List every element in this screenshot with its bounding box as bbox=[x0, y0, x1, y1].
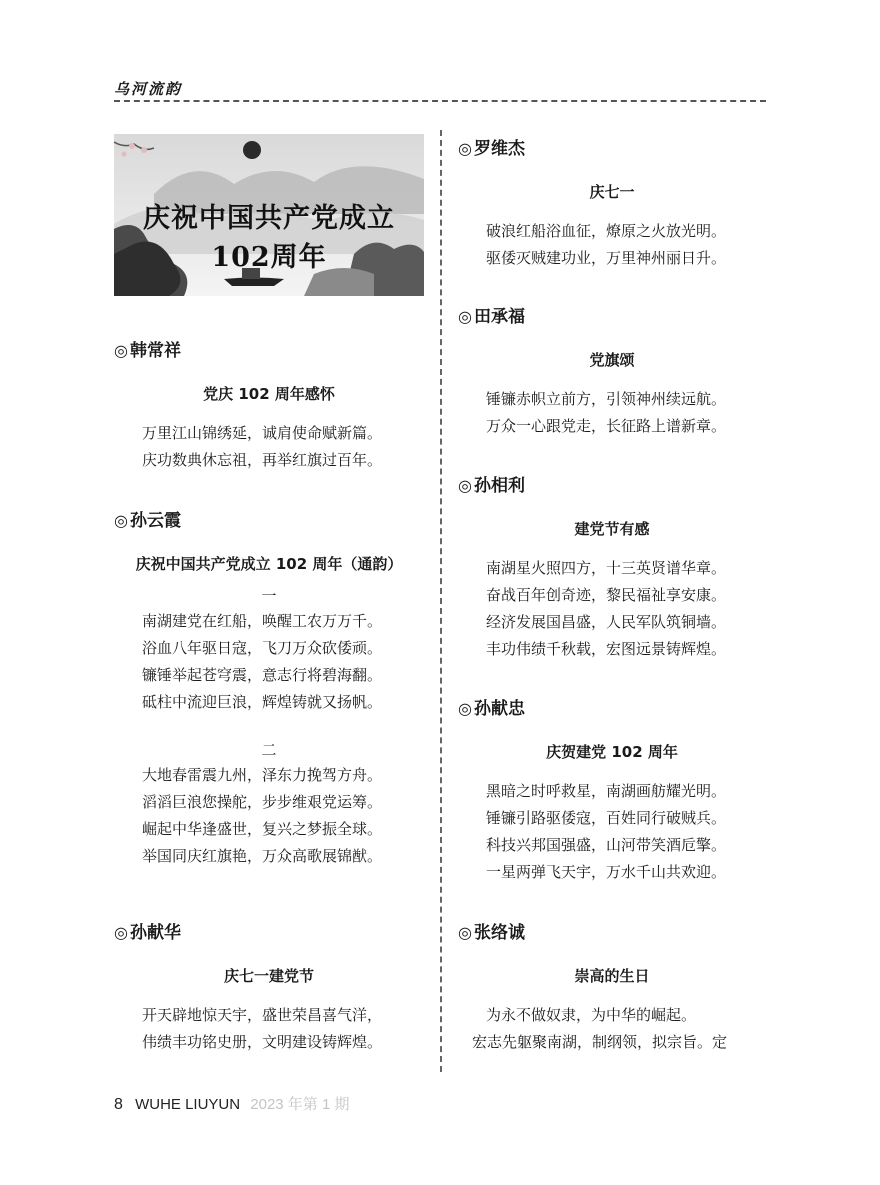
poem-line: 丰功伟绩千秋载，宏图远景铸辉煌。 bbox=[486, 640, 727, 658]
poem-line: 宏志先躯聚南湖，制纲领，拟宗旨。定 bbox=[472, 1033, 728, 1051]
stanza-number: 一 bbox=[261, 587, 277, 605]
poem-title: 庆七一建党节 bbox=[223, 967, 314, 985]
author-name: ◎ 韩常祥 bbox=[114, 341, 181, 361]
column-divider bbox=[440, 130, 442, 1072]
author-name: ◎ 孙献忠 bbox=[458, 699, 525, 719]
poem-title: 党旗颂 bbox=[589, 351, 635, 369]
poem-line: 驱倭灭贼建功业，万里神州丽日升。 bbox=[486, 249, 727, 267]
poem-section bbox=[458, 134, 766, 272]
banner-title: 庆祝中国共产党成立102周年 bbox=[143, 203, 395, 273]
poem-line: 万众一心跟党走，长征路上谱新章。 bbox=[486, 417, 727, 435]
author-name: ◎ 孙献华 bbox=[114, 923, 181, 943]
author-name: ◎ 张络诚 bbox=[458, 923, 525, 943]
poem-line: 庆功数典休忘祖，再举红旗过百年。 bbox=[142, 451, 383, 469]
poem-line: 奋战百年创奇迹，黎民福祉享安康。 bbox=[486, 586, 727, 604]
poem-title: 庆七一 bbox=[589, 183, 635, 201]
poem-line: 经济发展国昌盛，人民军队筑铜墙。 bbox=[486, 613, 727, 631]
poem-line: 万里江山锦绣延，诚肩使命赋新篇。 bbox=[142, 424, 383, 442]
poem-title: 庆贺建党 102 周年 bbox=[546, 743, 678, 761]
author-name: ◎ 田承福 bbox=[458, 307, 525, 327]
poem-title: 党庆 102 周年感怀 bbox=[203, 385, 335, 403]
poem-line: 举国同庆红旗艳，万众高歌展锦猷。 bbox=[142, 847, 383, 865]
issue-label: 2023 年第 1 期 bbox=[250, 1096, 350, 1113]
page-footer bbox=[114, 1093, 349, 1114]
poem-line: 为永不做奴隶，为中华的崛起。 bbox=[486, 1006, 697, 1024]
poem-line: 伟绩丰功铭史册，文明建设铸辉煌。 bbox=[142, 1033, 383, 1051]
poem-section bbox=[458, 471, 766, 663]
poem-title: 建党节有感 bbox=[574, 520, 650, 538]
poem-section bbox=[458, 302, 766, 440]
header-rule bbox=[114, 100, 766, 102]
poem-section bbox=[458, 918, 766, 1056]
poem-line: 崛起中华逢盛世，复兴之梦振全球。 bbox=[142, 820, 383, 838]
poem-line: 滔滔巨浪您操舵，步步维艰党运筹。 bbox=[142, 793, 383, 811]
poem-title: 庆祝中国共产党成立 102 周年（通韵） bbox=[135, 555, 403, 573]
poem-line: 大地春雷震九州，泽东力挽驾方舟。 bbox=[142, 766, 383, 784]
poem-section bbox=[114, 336, 424, 474]
running-header-title: 乌河流韵 bbox=[114, 80, 183, 98]
poem-line: 锤镰赤帜立前方，引领神州续远航。 bbox=[486, 390, 727, 408]
poem-line: 开天辟地惊天宇，盛世荣昌喜气洋， bbox=[142, 1006, 383, 1024]
stanza-number: 二 bbox=[261, 741, 277, 759]
poem-line: 一星两弹飞天宇，万水千山共欢迎。 bbox=[486, 863, 727, 881]
magazine-name: WUHE LIUYUN bbox=[135, 1096, 241, 1113]
poem-line: 南湖星火照四方，十三英贤谱华章。 bbox=[486, 559, 727, 577]
author-name: ◎ 罗维杰 bbox=[458, 139, 525, 159]
poem-section bbox=[458, 694, 766, 886]
banner-image bbox=[114, 134, 424, 296]
author-name: ◎ 孙相利 bbox=[458, 476, 525, 496]
poem-line: 锤镰引路驱倭寇，百姓同行破贼兵。 bbox=[486, 809, 727, 827]
poem-line: 南湖建党在红船，唤醒工农万万千。 bbox=[142, 612, 383, 630]
poem-line: 科技兴邦国强盛，山河带笑酒卮擎。 bbox=[486, 836, 727, 854]
poem-line: 砥柱中流迎巨浪，辉煌铸就又扬帆。 bbox=[142, 693, 383, 711]
poem-line: 黑暗之时呼救星，南湖画舫耀光明。 bbox=[486, 782, 727, 800]
poem-line: 破浪红船浴血征，燎原之火放光明。 bbox=[486, 222, 727, 240]
poem-line: 浴血八年驱日寇，飞刀万众砍倭顽。 bbox=[142, 639, 383, 657]
poem-section bbox=[114, 918, 424, 1056]
author-name: ◎ 孙云霞 bbox=[114, 511, 181, 531]
poem-section bbox=[114, 506, 424, 870]
poem-title: 崇高的生日 bbox=[574, 967, 650, 985]
poem-line: 镰锤举起苍穹震，意志行将碧海翻。 bbox=[142, 666, 383, 684]
page-number: 8 bbox=[114, 1096, 123, 1113]
